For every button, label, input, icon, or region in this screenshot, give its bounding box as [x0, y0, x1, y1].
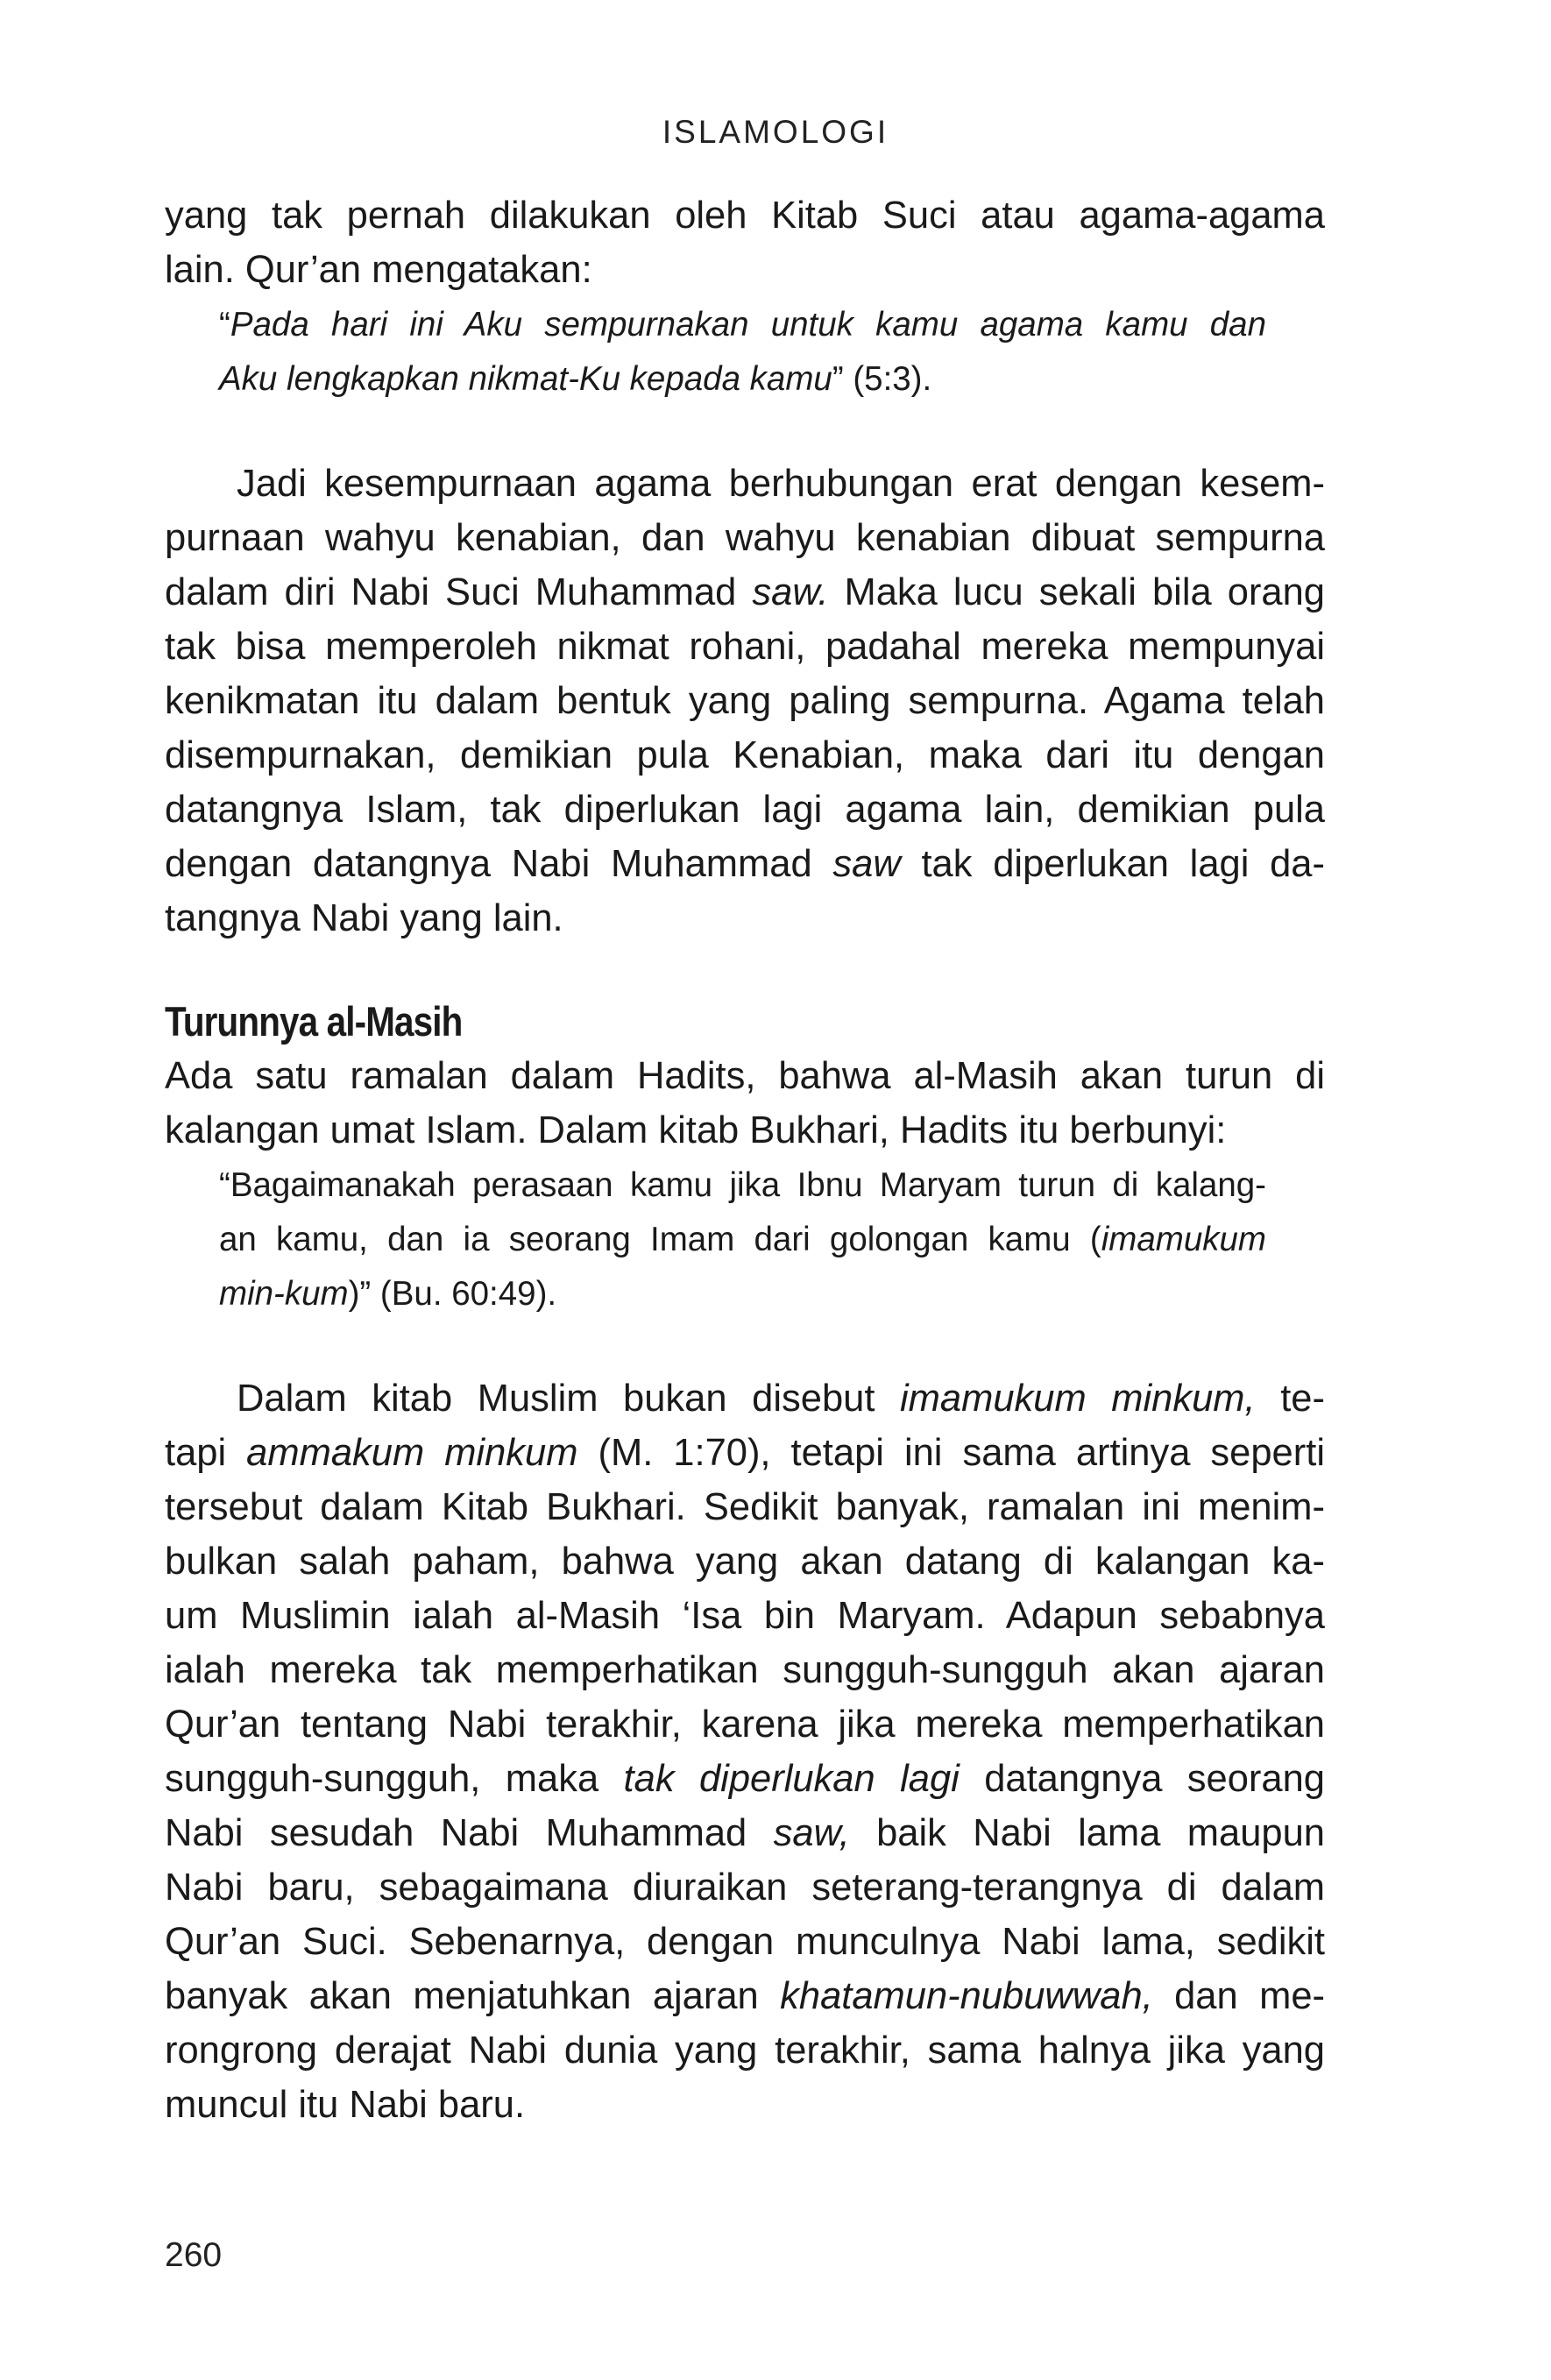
text-run: Dalam kitab Muslim bukan disebut	[237, 1378, 900, 1420]
text-line	[165, 894, 563, 943]
text-line	[237, 1374, 1325, 1423]
italic-text: imamukum minkum,	[900, 1378, 1256, 1420]
italic-text: saw.	[752, 571, 829, 613]
quote-line	[219, 1218, 1266, 1262]
text-line	[165, 1646, 1325, 1695]
text-run: tak diperlukan lagi da-	[900, 843, 1325, 885]
text-run: um Muslimin ialah al-Masih ‘Isa bin Maryam. Adapun sebabnya	[165, 1595, 1325, 1637]
text-run: kalangan umat Islam. Dalam kitab Bukhari, Hadits itu berbunyi:	[165, 1109, 1227, 1151]
text-line	[165, 731, 1325, 780]
text-line	[237, 459, 1325, 508]
text-run: Qur’an Suci. Sebenarnya, dengan munculnya Nabi lama, sedikit	[165, 1921, 1325, 1963]
text-run: muncul itu Nabi baru.	[165, 2084, 526, 2126]
italic-text: khatamun-nubuwwah,	[780, 1975, 1153, 2017]
text-run: “	[219, 306, 230, 344]
italic-text: tak diperlukan lagi	[623, 1758, 960, 1800]
quote-line	[219, 1272, 556, 1316]
text-line	[165, 2080, 525, 2129]
text-run: Ada satu ramalan dalam Hadits, bahwa al-Masih akan turun di	[165, 1055, 1325, 1097]
text-run: datangnya seorang	[959, 1758, 1325, 1800]
text-line	[165, 1700, 1325, 1749]
text-run: Maka lucu sekali bila orang	[828, 571, 1325, 613]
text-run: sungguh-sungguh, maka	[165, 1758, 624, 1800]
running-head: ISLAMOLOGI	[662, 114, 889, 150]
text-line	[165, 1052, 1325, 1101]
quote-line	[219, 1164, 1266, 1208]
section-heading	[165, 995, 462, 1048]
text-run: Turunnya al-Masih	[165, 998, 463, 1045]
text-line	[165, 1591, 1325, 1640]
italic-text: saw,	[773, 1812, 850, 1854]
text-run: datangnya Islam, tak diperlukan lagi agama lain, demikian pula	[165, 789, 1325, 831]
text-run: te-	[1255, 1378, 1325, 1420]
text-run: kenikmatan itu dalam bentuk yang paling sempurna. Agama telah	[165, 680, 1325, 722]
text-run: Nabi baru, sebagaimana diuraikan seterang-terangnya di dalam	[165, 1866, 1325, 1909]
text-line	[165, 514, 1325, 563]
text-line	[165, 622, 1325, 671]
text-line	[165, 1972, 1325, 2021]
text-run: dengan datangnya Nabi Muhammad	[165, 843, 833, 885]
text-run: bulkan salah paham, bahwa yang akan datang di kalangan ka-	[165, 1541, 1325, 1583]
text-run: purnaan wahyu kenabian, dan wahyu kenabian dibuat sempurna	[165, 517, 1325, 559]
text-line	[165, 568, 1325, 617]
italic-text: min-kum	[219, 1275, 349, 1313]
quote-line	[219, 358, 931, 401]
text-run: (M. 1:70), tetapi ini sama artinya seperti	[577, 1432, 1325, 1474]
text-run: lain. Qur’an mengatakan:	[165, 249, 592, 291]
text-run: ” (5:3).	[832, 360, 932, 398]
text-run: “Bagaimanakah perasaan kamu jika Ibnu Maryam turun di kalang-	[219, 1166, 1266, 1204]
text-line	[165, 191, 1325, 240]
text-run: ialah mereka tak memperhatikan sungguh-sungguh akan ajaran	[165, 1649, 1325, 1691]
text-line	[165, 1917, 1325, 1966]
text-run: Nabi sesudah Nabi Muhammad	[165, 1812, 774, 1854]
text-run: dan me-	[1152, 1975, 1325, 2017]
italic-text: imamukum	[1101, 1221, 1266, 1258]
text-run: banyak akan menjatuhkan ajaran	[165, 1975, 781, 2017]
page-number: 260	[165, 2236, 223, 2274]
text-line	[165, 1428, 1325, 1477]
text-line	[165, 1106, 1226, 1155]
text-run: tangnya Nabi yang lain.	[165, 897, 563, 939]
italic-text: ammakum minkum	[246, 1432, 578, 1474]
text-line	[165, 1809, 1325, 1858]
text-run: yang tak pernah dilakukan oleh Kitab Suci atau agama-agama	[165, 195, 1325, 237]
text-line	[165, 2026, 1325, 2075]
text-line	[165, 1537, 1325, 1586]
text-line	[165, 676, 1325, 726]
text-run: Qur’an tentang Nabi terakhir, karena jika mereka memperhatikan	[165, 1704, 1325, 1746]
text-run: baik Nabi lama maupun	[849, 1812, 1326, 1854]
text-line	[165, 245, 592, 294]
text-line	[165, 1754, 1325, 1803]
text-run: Jadi kesempurnaan agama berhubungan erat dengan kesem-	[237, 463, 1325, 505]
text-run: dalam diri Nabi Suci Muhammad	[165, 571, 753, 613]
text-run: )” (Bu. 60:49).	[348, 1275, 557, 1313]
text-line	[165, 1863, 1325, 1912]
text-run: tapi	[165, 1432, 247, 1474]
text-run: rongrong derajat Nabi dunia yang terakhir, sama halnya jika yang	[165, 2029, 1325, 2072]
text-line	[165, 839, 1325, 889]
text-run: an kamu, dan ia seorang Imam dari golongan kamu (	[219, 1221, 1101, 1258]
text-line	[165, 785, 1325, 834]
text-run: disempurnakan, demikian pula Kenabian, maka dari itu dengan	[165, 734, 1325, 776]
text-run: tak bisa memperoleh nikmat rohani, padahal mereka mempunyai	[165, 626, 1325, 668]
italic-text: Pada hari ini Aku sempurnakan untuk kamu agama kamu dan	[230, 306, 1266, 344]
text-run: tersebut dalam Kitab Bukhari. Sedikit banyak, ramalan ini menim-	[165, 1486, 1325, 1528]
text-line	[165, 1483, 1325, 1532]
italic-text: Aku lengkapkan nikmat-Ku kepada kamu	[219, 360, 832, 398]
quote-line	[219, 303, 1266, 347]
italic-text: saw	[832, 843, 901, 885]
